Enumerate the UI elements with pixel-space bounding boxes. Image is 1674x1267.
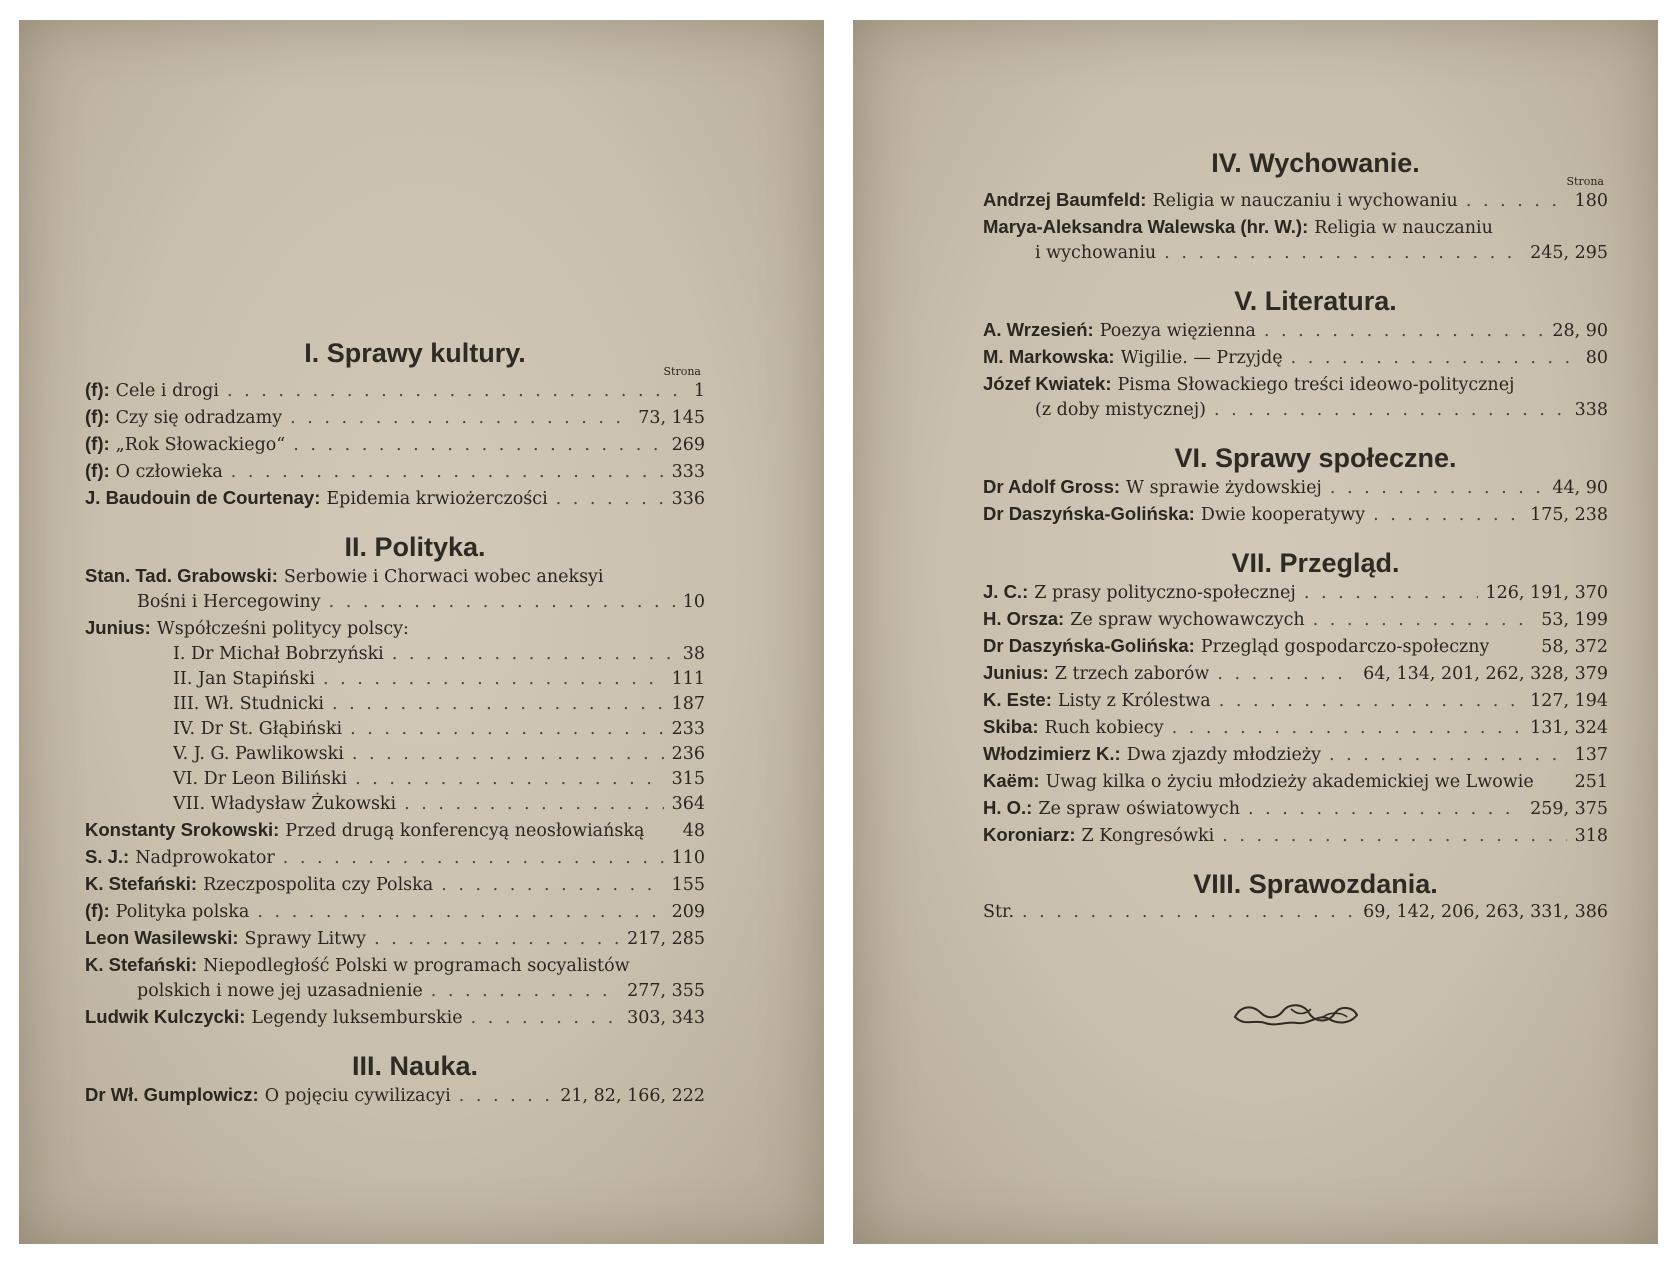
toc-entry bbox=[983, 398, 1608, 423]
toc-entry bbox=[85, 792, 705, 817]
entry-pages: 175, 238 bbox=[1530, 505, 1608, 525]
entry-author: Konstanty Srokowski: bbox=[85, 819, 280, 840]
dot-leader bbox=[1248, 797, 1522, 822]
entry-pages: 333 bbox=[671, 462, 705, 482]
entry-title: Bośni i Hercegowiny bbox=[137, 592, 321, 612]
toc-entry bbox=[85, 377, 705, 404]
entry-pages: 38 bbox=[682, 644, 705, 664]
entry-author: Dr Daszyńska-Golińska: bbox=[983, 635, 1195, 656]
ornament-icon bbox=[1231, 999, 1361, 1029]
toc-entry bbox=[85, 717, 705, 742]
entry-title: Sprawy Litwy bbox=[244, 929, 367, 949]
entry-author: S. J.: bbox=[85, 846, 130, 867]
toc-entry bbox=[983, 741, 1608, 768]
entry-author: Dr Adolf Gross: bbox=[983, 476, 1121, 497]
toc-entry bbox=[85, 404, 705, 431]
entry-title: Pisma Słowackiego treści ideowo-politycznej bbox=[1117, 375, 1515, 395]
dot-leader bbox=[471, 1006, 619, 1031]
entry-pages: 259, 375 bbox=[1530, 799, 1608, 819]
dot-leader bbox=[441, 873, 663, 898]
dot-leader bbox=[1172, 716, 1522, 741]
toc-entry bbox=[85, 667, 705, 692]
dot-leader bbox=[227, 379, 686, 404]
toc-entry bbox=[983, 660, 1608, 687]
left-page-contents bbox=[85, 338, 705, 1109]
entry-author: Kaëm: bbox=[983, 770, 1040, 791]
entry-author: Włodzimierz K.: bbox=[983, 743, 1121, 764]
entry-author: H. Orsza: bbox=[983, 608, 1065, 629]
toc-entry bbox=[85, 925, 705, 952]
entry-title: Nadprowokator bbox=[135, 848, 275, 868]
section-title: IV. Wychowanie. bbox=[1211, 148, 1420, 178]
entry-title: Dwa zjazdy młodzieży bbox=[1126, 745, 1321, 765]
dot-leader bbox=[1304, 581, 1478, 606]
toc-entry bbox=[983, 768, 1608, 795]
entry-title: Ze spraw oświatowych bbox=[1038, 799, 1240, 819]
toc-entry bbox=[983, 187, 1608, 214]
entry-pages: 64, 134, 201, 262, 328, 379 bbox=[1363, 664, 1608, 684]
page-column-label: Strona bbox=[1566, 175, 1604, 188]
entry-pages: 137 bbox=[1574, 745, 1608, 765]
section-title: II. Polityka. bbox=[344, 532, 486, 562]
entry-pages: 80 bbox=[1585, 348, 1608, 368]
entry-pages: 53, 199 bbox=[1541, 610, 1608, 630]
entry-pages: 180 bbox=[1574, 191, 1608, 211]
entry-pages: 131, 324 bbox=[1530, 718, 1608, 738]
dot-leader bbox=[332, 692, 664, 717]
dot-leader bbox=[352, 742, 664, 767]
dot-leader bbox=[1313, 608, 1534, 633]
entry-title: Legendy luksemburskie bbox=[251, 1008, 463, 1028]
toc-entry bbox=[983, 714, 1608, 741]
entry-pages: 245, 295 bbox=[1530, 243, 1608, 263]
dot-leader bbox=[355, 767, 664, 792]
entry-author: H. O.: bbox=[983, 797, 1033, 818]
entry-pages: 110 bbox=[671, 848, 705, 868]
entry-title: I. Dr Michał Bobrzyński bbox=[173, 644, 384, 664]
entry-author: K. Stefański: bbox=[85, 954, 198, 975]
section-title: III. Nauka. bbox=[351, 1051, 479, 1081]
entry-title: Ze spraw wychowawczych bbox=[1070, 610, 1305, 630]
dot-leader bbox=[329, 590, 675, 615]
entry-title: III. Wł. Studnicki bbox=[173, 694, 325, 714]
entry-pages: 338 bbox=[1574, 400, 1608, 420]
entry-title: Wigilie. — Przyjdę bbox=[1120, 348, 1283, 368]
toc-entry bbox=[85, 1082, 705, 1109]
entry-title: O człowieka bbox=[115, 462, 223, 482]
entry-title: Listy z Królestwa bbox=[1057, 691, 1211, 711]
entry-title: Dwie kooperatywy bbox=[1200, 505, 1366, 525]
toc-entry bbox=[85, 952, 705, 979]
dot-leader bbox=[1164, 241, 1522, 266]
dot-leader bbox=[1219, 689, 1522, 714]
toc-entry bbox=[983, 900, 1608, 925]
entry-pages: 155 bbox=[671, 875, 705, 895]
entry-title: Uwag kilka o życiu młodzieży akademickiej we Lwowie bbox=[1045, 772, 1534, 792]
entry-title: Religia w nauczaniu i wychowaniu bbox=[1152, 191, 1458, 211]
entry-title: Polityka polska bbox=[115, 902, 250, 922]
entry-pages: 336 bbox=[671, 489, 705, 509]
entry-title: Przegląd gospodarczo-społeczny bbox=[1200, 637, 1490, 657]
toc-entry bbox=[983, 501, 1608, 528]
dot-leader bbox=[556, 487, 664, 512]
entry-pages: 111 bbox=[671, 669, 705, 689]
entry-title: (z doby mistycznej) bbox=[1035, 400, 1206, 420]
section-title: I. Sprawy kultury. bbox=[304, 338, 526, 368]
entry-title: i wychowaniu bbox=[1035, 243, 1157, 263]
toc-entry bbox=[983, 241, 1608, 266]
entry-pages: 1 bbox=[693, 381, 705, 401]
entry-title: „Rok Słowackiego“ bbox=[115, 435, 286, 455]
dot-leader bbox=[1466, 189, 1567, 214]
entry-pages: 217, 285 bbox=[627, 929, 705, 949]
toc-entry bbox=[85, 642, 705, 667]
left-page bbox=[19, 20, 824, 1244]
entry-pages: 10 bbox=[682, 592, 705, 612]
section-title: VIII. Sprawozdania. bbox=[1193, 869, 1438, 899]
dot-leader bbox=[323, 667, 664, 692]
dot-leader bbox=[1022, 900, 1355, 925]
entry-author: Dr Wł. Gumplowicz: bbox=[85, 1084, 259, 1105]
dot-leader bbox=[459, 1084, 553, 1109]
entry-pages: 236 bbox=[671, 744, 705, 764]
dot-leader bbox=[1214, 398, 1567, 423]
entry-author: K. Stefański: bbox=[85, 873, 198, 894]
entry-title: W sprawie żydowskiej bbox=[1126, 478, 1322, 498]
toc-entry bbox=[85, 458, 705, 485]
entry-title: Czy się odradzamy bbox=[115, 408, 283, 428]
entry-pages: 44, 90 bbox=[1552, 478, 1608, 498]
toc-entry bbox=[85, 1004, 705, 1031]
toc-entry bbox=[983, 795, 1608, 822]
toc-entry bbox=[85, 615, 705, 642]
entry-author: Stan. Tad. Grabowski: bbox=[85, 565, 278, 586]
entry-author: Koroniarz: bbox=[983, 824, 1076, 845]
toc-entry bbox=[983, 344, 1608, 371]
entry-pages: 318 bbox=[1574, 826, 1608, 846]
toc-entry bbox=[85, 871, 705, 898]
entry-title: Rzeczpospolita czy Polska bbox=[203, 875, 434, 895]
entry-title: Współcześni politycy polscy: bbox=[156, 619, 409, 639]
entry-title: Serbowie i Chorwaci wobec aneksyi bbox=[283, 567, 604, 587]
entry-pages: 21, 82, 166, 222 bbox=[560, 1086, 705, 1106]
entry-author: Junius: bbox=[983, 662, 1049, 683]
entry-title: Religia w nauczaniu bbox=[1314, 218, 1493, 238]
entry-pages: 269 bbox=[671, 435, 705, 455]
dot-leader bbox=[283, 846, 664, 871]
toc-entry bbox=[85, 817, 705, 844]
entry-author: (f): bbox=[85, 460, 110, 481]
toc-entry bbox=[85, 898, 705, 925]
toc-entry bbox=[85, 767, 705, 792]
entry-title: Niepodległość Polski w programach socyalistów bbox=[203, 956, 630, 976]
toc-entry bbox=[983, 371, 1608, 398]
entry-author: (f): bbox=[85, 406, 110, 427]
dot-leader bbox=[1291, 346, 1578, 371]
entry-author: J. C.: bbox=[983, 581, 1029, 602]
entry-title: Str. bbox=[983, 902, 1015, 922]
toc-entry bbox=[983, 317, 1608, 344]
toc-entry bbox=[983, 606, 1608, 633]
dot-leader bbox=[1222, 824, 1566, 849]
toc-entry bbox=[85, 692, 705, 717]
toc-entry bbox=[983, 822, 1608, 849]
toc-entry bbox=[983, 687, 1608, 714]
entry-pages: 277, 355 bbox=[627, 981, 705, 1001]
entry-author: Andrzej Baumfeld: bbox=[983, 189, 1147, 210]
entry-author: Marya-Aleksandra Walewska (hr. W.): bbox=[983, 216, 1309, 237]
section-title: V. Literatura. bbox=[1234, 286, 1397, 316]
toc-entry bbox=[85, 590, 705, 615]
entry-title: polskich i nowe jej uzasadnienie bbox=[137, 981, 423, 1001]
entry-pages: 48 bbox=[682, 821, 705, 841]
entry-pages: 28, 90 bbox=[1552, 321, 1608, 341]
dot-leader bbox=[392, 642, 675, 667]
right-page bbox=[853, 20, 1658, 1244]
dot-leader bbox=[293, 433, 663, 458]
entry-author: M. Markowska: bbox=[983, 346, 1115, 367]
toc-entry bbox=[85, 979, 705, 1004]
entry-title: V. J. G. Pawlikowski bbox=[173, 744, 344, 764]
toc-entry bbox=[85, 485, 705, 512]
entry-author: Junius: bbox=[85, 617, 151, 638]
toc-entry bbox=[983, 214, 1608, 241]
section-title: VI. Sprawy społeczne. bbox=[1174, 443, 1457, 473]
entry-author: J. Baudouin de Courtenay: bbox=[85, 487, 321, 508]
entry-title: Z trzech zaborów bbox=[1054, 664, 1210, 684]
entry-title: Epidemia krwiożerczości bbox=[326, 489, 548, 509]
dot-leader bbox=[431, 979, 619, 1004]
entry-pages: 187 bbox=[671, 694, 705, 714]
dot-leader bbox=[1264, 319, 1544, 344]
dot-leader bbox=[1217, 662, 1355, 687]
toc-entry bbox=[983, 579, 1608, 606]
dot-leader bbox=[374, 927, 619, 952]
entry-title: VII. Władysław Żukowski bbox=[173, 794, 397, 814]
entry-author: Skiba: bbox=[983, 716, 1039, 737]
entry-title: IV. Dr St. Głąbiński bbox=[173, 719, 343, 739]
page-column-label: Strona bbox=[663, 365, 701, 378]
entry-author: A. Wrzesień: bbox=[983, 319, 1094, 340]
toc-entry bbox=[85, 431, 705, 458]
entry-title: II. Jan Stapiński bbox=[173, 669, 315, 689]
entry-title: VI. Dr Leon Biliński bbox=[173, 769, 348, 789]
entry-pages: 73, 145 bbox=[638, 408, 705, 428]
entry-author: (f): bbox=[85, 900, 110, 921]
entry-pages: 209 bbox=[671, 902, 705, 922]
dot-leader bbox=[1330, 476, 1544, 501]
entry-pages: 69, 142, 206, 263, 331, 386 bbox=[1363, 902, 1608, 922]
dot-leader bbox=[404, 792, 663, 817]
entry-author: Dr Daszyńska-Golińska: bbox=[983, 503, 1195, 524]
entry-title: Z prasy polityczno-społecznej bbox=[1034, 583, 1296, 603]
entry-title: Poezya więzienna bbox=[1099, 321, 1256, 341]
toc-entry bbox=[983, 474, 1608, 501]
entry-title: Ruch kobiecy bbox=[1044, 718, 1164, 738]
entry-author: K. Este: bbox=[983, 689, 1052, 710]
toc-entry bbox=[85, 563, 705, 590]
entry-author: Józef Kwiatek: bbox=[983, 373, 1112, 394]
entry-author: Ludwik Kulczycki: bbox=[85, 1006, 246, 1027]
dot-leader bbox=[257, 900, 663, 925]
entry-author: (f): bbox=[85, 433, 110, 454]
entry-title: Z Kongresówki bbox=[1081, 826, 1215, 846]
toc-entry bbox=[85, 742, 705, 767]
dot-leader bbox=[1373, 503, 1522, 528]
toc-entry bbox=[983, 633, 1608, 660]
entry-author: Leon Wasilewski: bbox=[85, 927, 239, 948]
entry-pages: 233 bbox=[671, 719, 705, 739]
entry-pages: 303, 343 bbox=[627, 1008, 705, 1028]
entry-pages: 251 bbox=[1574, 772, 1608, 792]
dot-leader bbox=[1329, 743, 1567, 768]
toc-entry bbox=[85, 844, 705, 871]
entry-pages: 126, 191, 370 bbox=[1485, 583, 1608, 603]
entry-pages: 364 bbox=[671, 794, 705, 814]
entry-pages: 315 bbox=[671, 769, 705, 789]
dot-leader bbox=[290, 406, 630, 431]
entry-pages: 127, 194 bbox=[1530, 691, 1608, 711]
entry-title: O pojęciu cywilizacyi bbox=[264, 1086, 451, 1106]
section-title: VII. Przegląd. bbox=[1231, 548, 1400, 578]
dot-leader bbox=[231, 460, 664, 485]
entry-author: (f): bbox=[85, 379, 110, 400]
dot-leader bbox=[350, 717, 664, 742]
entry-title: Cele i drogi bbox=[115, 381, 219, 401]
entry-title: Przed drugą konferencyą neosłowiańską bbox=[285, 821, 645, 841]
entry-pages: 58, 372 bbox=[1541, 637, 1608, 657]
right-page-contents bbox=[983, 148, 1608, 1029]
